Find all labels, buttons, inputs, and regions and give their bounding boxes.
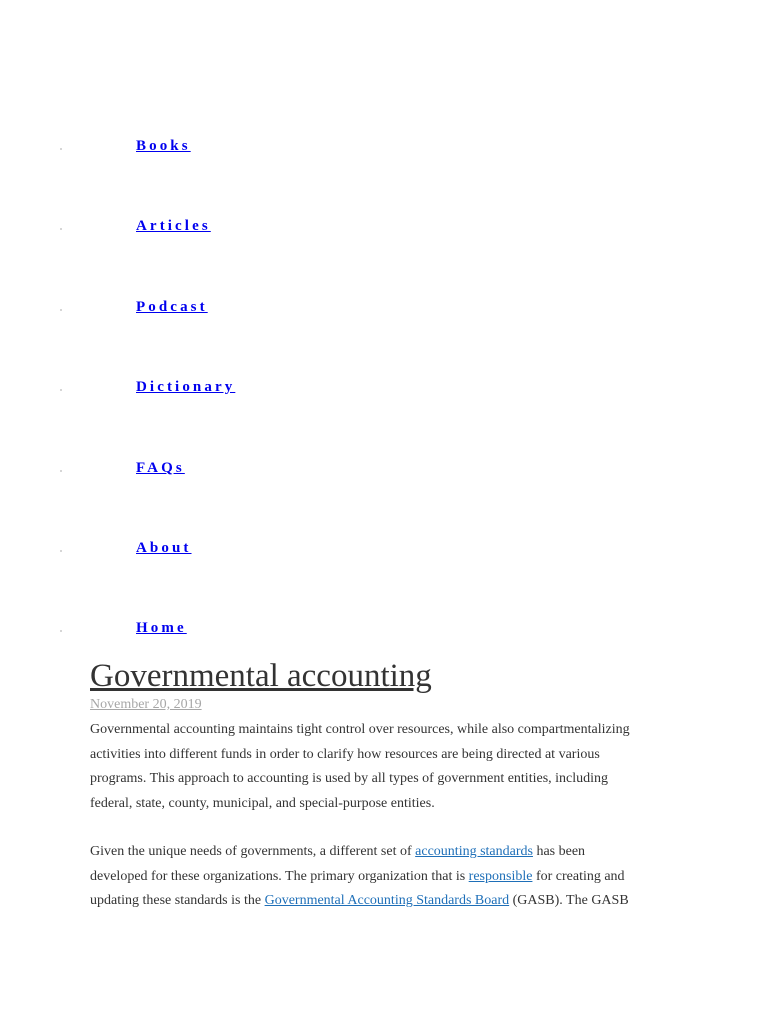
list-bullet [60, 309, 62, 311]
nav-item-about [0, 538, 768, 568]
list-bullet [60, 550, 62, 552]
nav-link-dictionary[interactable]: Dictionary [136, 379, 236, 395]
nav-item-podcast [0, 297, 768, 327]
article-title[interactable]: Governmental accounting [90, 658, 432, 694]
paragraph-text: (GASB). The GASB [509, 893, 629, 909]
article-paragraph-1 [90, 718, 690, 816]
list-bullet [60, 389, 62, 391]
paragraph-line [90, 889, 690, 914]
paragraph-line [90, 865, 690, 890]
nav-link-home[interactable]: Home [136, 620, 187, 636]
nav-item-articles [0, 216, 768, 246]
list-bullet [60, 228, 62, 230]
paragraph-line: programs. This approach to accounting is used by all types of government entities, including [90, 771, 609, 787]
gasb-link[interactable]: Governmental Accounting Standards Board [264, 893, 510, 909]
paragraph-line: federal, state, county, municipal, and special-purpose entities. [90, 795, 435, 811]
list-bullet [60, 148, 62, 150]
paragraph-line: Governmental accounting maintains tight control over resources, while also compartmentalizing [90, 722, 630, 737]
list-bullet [60, 470, 62, 472]
nav-item-dictionary [0, 377, 768, 407]
list-bullet [60, 630, 62, 632]
nav-item-books [0, 136, 768, 166]
article-paragraph-2 [90, 840, 690, 914]
paragraph-text: updating these standards is the [90, 893, 265, 909]
paragraph-text: for creating and [532, 868, 625, 884]
nav-link-podcast[interactable]: Podcast [136, 299, 208, 315]
accounting-standards-link[interactable]: accounting standards [415, 844, 533, 859]
paragraph-line [90, 840, 690, 865]
nav-link-faqs[interactable]: FAQs [136, 460, 185, 476]
paragraph-text: developed for these organizations. The primary organization that is [90, 868, 469, 884]
paragraph-text: has been [532, 844, 586, 859]
nav-link-articles[interactable]: Articles [136, 218, 211, 234]
nav-link-about[interactable]: About [136, 540, 192, 556]
article-date[interactable]: November 20, 2019 [90, 697, 202, 712]
nav-item-faqs [0, 458, 768, 488]
nav-item-home [0, 618, 768, 648]
nav-link-books[interactable]: Books [136, 138, 191, 154]
paragraph-text: Given the unique needs of governments, a different set of [90, 844, 416, 859]
responsible-link[interactable]: responsible [468, 868, 533, 884]
paragraph-line: activities into different funds in order to clarify how resources are being directed at various [90, 746, 600, 762]
